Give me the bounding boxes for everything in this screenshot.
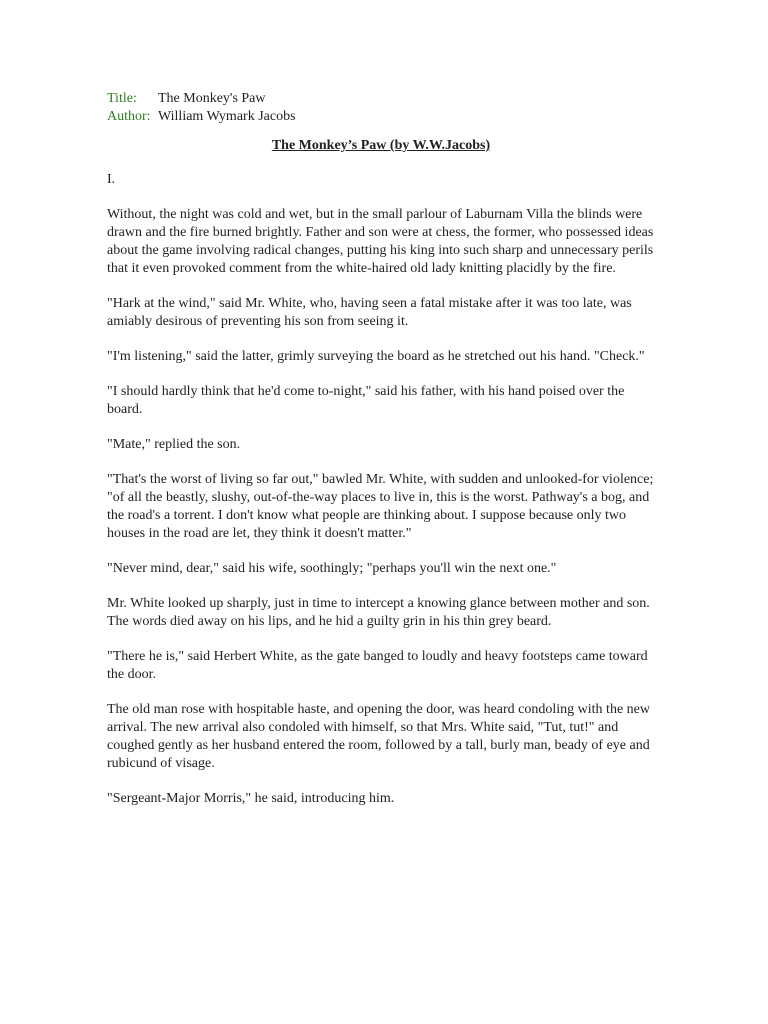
document-heading: The Monkey’s Paw (by W.W.Jacobs) bbox=[271, 138, 491, 153]
title-value: The Monkey's Paw bbox=[158, 91, 266, 106]
author-label: Author: bbox=[107, 109, 151, 124]
paragraph: The old man rose with hospitable haste, and opening the door, was heard condoling with the new arrival. The new arrival also condoled with himself, so that Mrs. White said, "Tut, tut!" and coughed gently as her husband entered the room, followed by a tall, burly man, beady of eye and rubicund of visage. bbox=[107, 702, 650, 771]
paragraph: "Sergeant-Major Morris," he said, introducing him. bbox=[107, 791, 395, 806]
paragraph: "I should hardly think that he'd come to-night," said his father, with his hand poised over the board. bbox=[107, 384, 625, 417]
paragraph: "I'm listening," said the latter, grimly surveying the board as he stretched out his hand. "Check." bbox=[107, 349, 645, 364]
paragraph: "There he is," said Herbert White, as the gate banged to loudly and heavy footsteps came toward the door. bbox=[107, 649, 648, 682]
section-number: I. bbox=[107, 172, 116, 187]
paragraph: "Mate," replied the son. bbox=[107, 437, 241, 452]
paragraph: "Hark at the wind," said Mr. White, who, having seen a fatal mistake after it was too late, was amiably desirous of preventing his son from seeing it. bbox=[107, 296, 632, 329]
author-row bbox=[107, 108, 655, 126]
paragraph: "That's the worst of living so far out," bawled Mr. White, with sudden and unlooked-for violence; "of all the beastly, slushy, out-of-the-way places to live in, this is the worst. Pathway's a bog, and the road's a torrent. I don't know what people are thinking about. I suppose because only two houses in the road are let, they think it doesn't matter." bbox=[107, 472, 654, 541]
paragraph: Mr. White looked up sharply, just in time to intercept a knowing glance between mother and son. The words died away on his lips, and he hid a guilty grin in his thin grey beard. bbox=[107, 596, 650, 629]
paragraph: "Never mind, dear," said his wife, soothingly; "perhaps you'll win the next one." bbox=[107, 561, 557, 576]
paragraph: Without, the night was cold and wet, but in the small parlour of Laburnam Villa the blinds were drawn and the fire burned brightly. Father and son were at chess, the former, who possessed ideas about the game involving radical changes, putting his king into such sharp and unnecessary perils that it even provoked comment from the white-haired old lady knitting placidly by the fire. bbox=[107, 207, 654, 276]
title-label: Title: bbox=[107, 91, 137, 106]
title-row bbox=[107, 90, 655, 108]
document-page bbox=[107, 90, 655, 808]
author-value: William Wymark Jacobs bbox=[158, 109, 296, 124]
